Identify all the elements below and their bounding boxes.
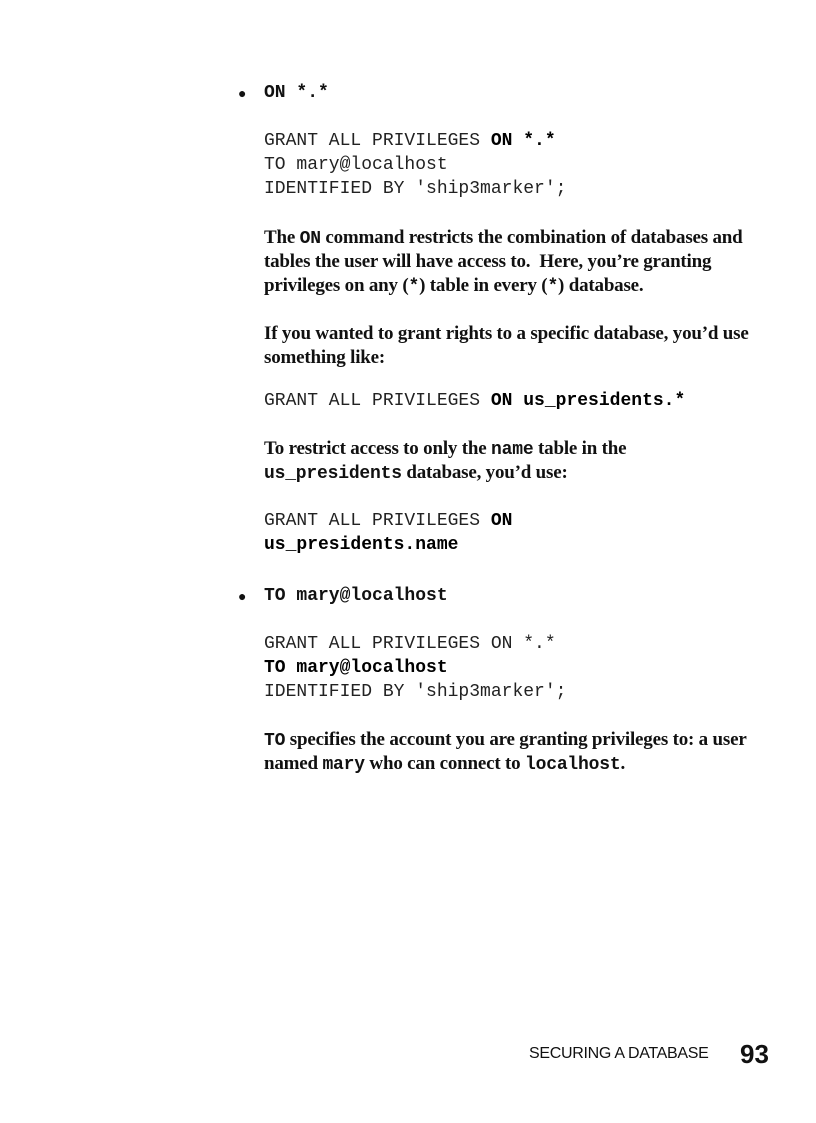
- page-number: 93: [740, 1039, 769, 1069]
- text: privileges on any (: [264, 275, 409, 296]
- code-line: GRANT ALL PRIVILEGES ON *.*: [264, 634, 556, 654]
- inline-code: us_presidents: [264, 464, 402, 484]
- inline-code: ON: [299, 229, 321, 249]
- running-footer-title: SECURING A DATABASE: [529, 1045, 709, 1062]
- text: The: [264, 227, 300, 248]
- inline-code: *: [547, 277, 559, 297]
- code-line: [264, 389, 685, 413]
- paragraph-line: [264, 437, 626, 462]
- text: named: [264, 753, 323, 774]
- code-line: [264, 509, 512, 533]
- code-line: IDENTIFIED BY 'ship3marker';: [264, 682, 567, 702]
- text: command restricts the combination of databases and: [320, 227, 743, 248]
- paragraph-line: [264, 274, 643, 299]
- text: specifies the account you are granting privileges to: a user: [285, 729, 747, 750]
- paragraph-line: [264, 461, 568, 486]
- paragraph-line: If you wanted to grant rights to a specific database, you’d use: [264, 323, 749, 344]
- bullet-heading: TO mary@localhost: [264, 586, 448, 606]
- code-keyword: ON: [490, 511, 513, 531]
- code-line: IDENTIFIED BY 'ship3marker';: [264, 179, 567, 199]
- inline-code: name: [491, 440, 534, 460]
- bullet-marker: ●: [238, 588, 247, 604]
- paragraph-line: [264, 752, 625, 777]
- code-line: TO mary@localhost: [264, 658, 448, 678]
- code-line: [264, 129, 556, 153]
- paragraph-line: something like:: [264, 347, 386, 368]
- paragraph-line: [264, 728, 747, 753]
- text: ) database.: [558, 275, 644, 296]
- text: .: [620, 753, 625, 774]
- code-line: TO mary@localhost: [264, 155, 448, 175]
- inline-code: TO: [264, 731, 286, 751]
- code-keyword: ON *.*: [490, 131, 556, 151]
- text: To restrict access to only the: [264, 438, 492, 459]
- inline-code: *: [408, 277, 420, 297]
- code-text: GRANT ALL PRIVILEGES: [264, 391, 491, 411]
- paragraph-line: [264, 226, 743, 251]
- code-line: us_presidents.name: [264, 535, 459, 555]
- bullet-heading: ON *.*: [264, 83, 329, 103]
- paragraph-line: tables the user will have access to. Here, you’re granting: [264, 251, 712, 272]
- code-keyword: ON us_presidents.*: [490, 391, 686, 411]
- code-text: GRANT ALL PRIVILEGES: [264, 511, 491, 531]
- text: who can connect to: [364, 753, 526, 774]
- inline-code: mary: [322, 755, 365, 775]
- bullet-marker: ●: [238, 85, 247, 101]
- text: ) table in every (: [419, 275, 548, 296]
- text: table in the: [533, 438, 627, 459]
- inline-code: localhost: [525, 755, 621, 775]
- code-text: GRANT ALL PRIVILEGES: [264, 131, 491, 151]
- text: database, you’d use:: [401, 462, 568, 483]
